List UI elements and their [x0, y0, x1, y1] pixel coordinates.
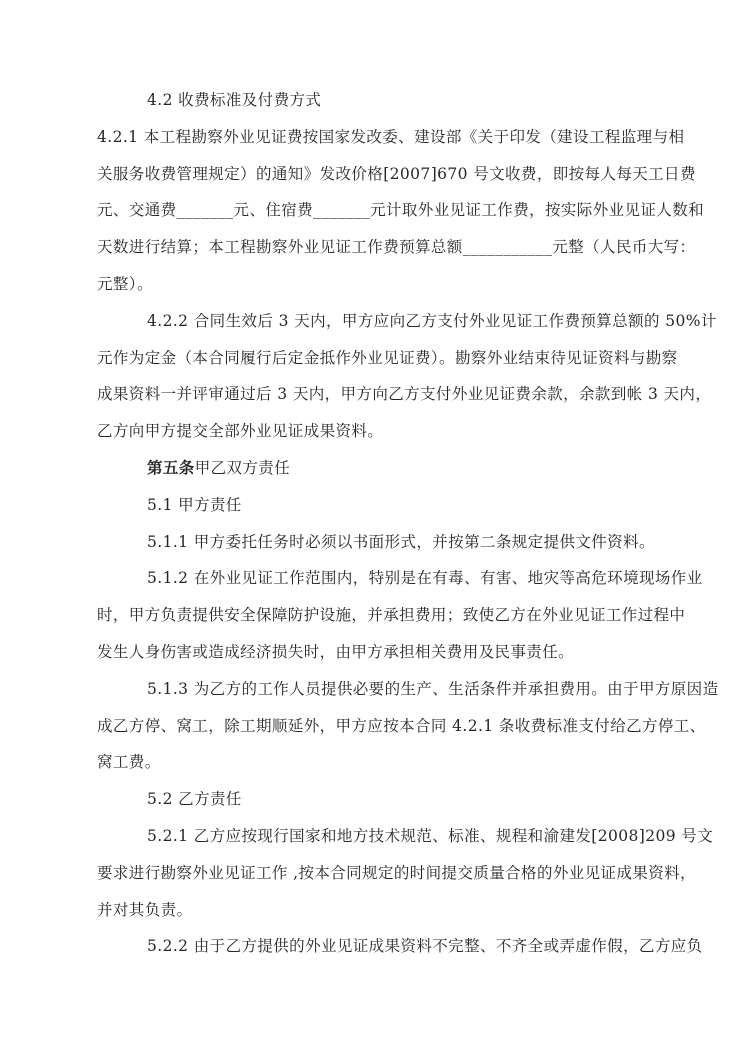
clause-5-2-1-line-1: 5.2.1 乙方应按现行国家和地方技术规范、标准、规程和渝建发[2008]209 号文	[147, 826, 714, 845]
clause-5-heading	[97, 450, 659, 487]
clause-5-2-1	[97, 818, 714, 928]
clause-5-1-3-line-2: 成乙方停、窝工，除工期顺延外，甲方应按本合同 4.2.1 条收费标准支付给乙方停工、	[97, 716, 706, 735]
clause-5-2-heading	[97, 781, 659, 818]
clause-5-1-1	[97, 524, 659, 561]
clause-5-2-1-line-3: 并对其负责。	[97, 900, 193, 919]
clause-4-2-2	[97, 303, 717, 450]
clause-5-2-2-line-1: 5.2.2 由于乙方提供的外业见证成果资料不完整、不齐全或弄虚作假，乙方应负	[147, 937, 703, 956]
clause-number-bold: 第五条	[147, 457, 195, 477]
clause-5-2-heading-line-1: 5.2 乙方责任	[147, 790, 242, 809]
clause-5-1-heading	[97, 487, 659, 524]
clause-5-1-heading-line-1: 5.1 甲方责任	[147, 495, 242, 514]
clause-5-2-1-line-2: 要求进行勘察外业见证工作 ,按本合同规定的时间提交质量合格的外业见证成果资料，	[97, 863, 696, 882]
clause-4-2-2-line-3: 成果资料一并评审通过后 3 天内，甲方向乙方支付外业见证费余款，余款到帐 3 天内，	[97, 385, 712, 404]
clause-4-2-1	[97, 119, 705, 303]
clause-4-2-2-line-1: 4.2.2 合同生效后 3 天内，甲方应向乙方支付外业见证工作费预算总额的 50%计	[147, 311, 717, 330]
clause-4-2-2-line-4: 乙方向甲方提交全部外业见证成果资料。	[97, 422, 384, 441]
clause-5-1-3	[97, 671, 719, 781]
clause-5-1-2	[97, 560, 703, 670]
clause-4-2-heading	[97, 82, 659, 119]
clause-5-heading-line-1: 第五条甲乙双方责任	[147, 457, 291, 477]
clause-4-2-1-line-1: 4.2.1 本工程勘察外业见证费按国家发改委、建设部《关于印发（建设工程监理与相	[97, 127, 685, 146]
clause-4-2-2-line-2: 元作为定金（本合同履行后定金抵作外业见证费）。勘察外业结束待见证资料与勘察	[97, 348, 678, 367]
clause-4-2-1-line-2: 关服务收费管理规定）的通知》发改价格[2007]670 号文收费，即按每人每天工日费	[97, 164, 696, 183]
clause-4-2-1-line-3: 元、交通费_______元、住宿费_______元计取外业见证工作费，按实际外业见证人数和	[97, 201, 705, 220]
clause-5-1-2-line-1: 5.1.2 在外业见证工作范围内，特别是在有毒、有害、地灾等高危环境现场作业	[147, 569, 703, 588]
clause-5-1-1-line-1: 5.1.1 甲方委托任务时必须以书面形式，并按第二条规定提供文件资料。	[147, 532, 655, 551]
document-body	[97, 82, 719, 965]
clause-4-2-heading-line-1: 4.2 收费标准及付费方式	[147, 91, 322, 109]
clause-4-2-1-line-4: 天数进行结算；本工程勘察外业见证工作费预算总额___________元整（人民币大写：	[97, 238, 696, 257]
clause-4-2-1-line-5: 元整）。	[97, 274, 153, 293]
clause-5-1-2-line-3: 发生人身伤害或造成经济损失时，由甲方承担相关费用及民事责任。	[97, 642, 575, 661]
clause-5-2-2	[97, 928, 703, 965]
clause-5-1-3-line-1: 5.1.3 为乙方的工作人员提供必要的生产、生活条件并承担费用。由于甲方原因造	[147, 679, 719, 698]
clause-5-1-2-line-2: 时，甲方负责提供安全保障防护设施，并承担费用；致使乙方在外业见证工作过程中	[97, 606, 686, 625]
clause-5-1-3-line-3: 窝工费。	[97, 753, 161, 772]
